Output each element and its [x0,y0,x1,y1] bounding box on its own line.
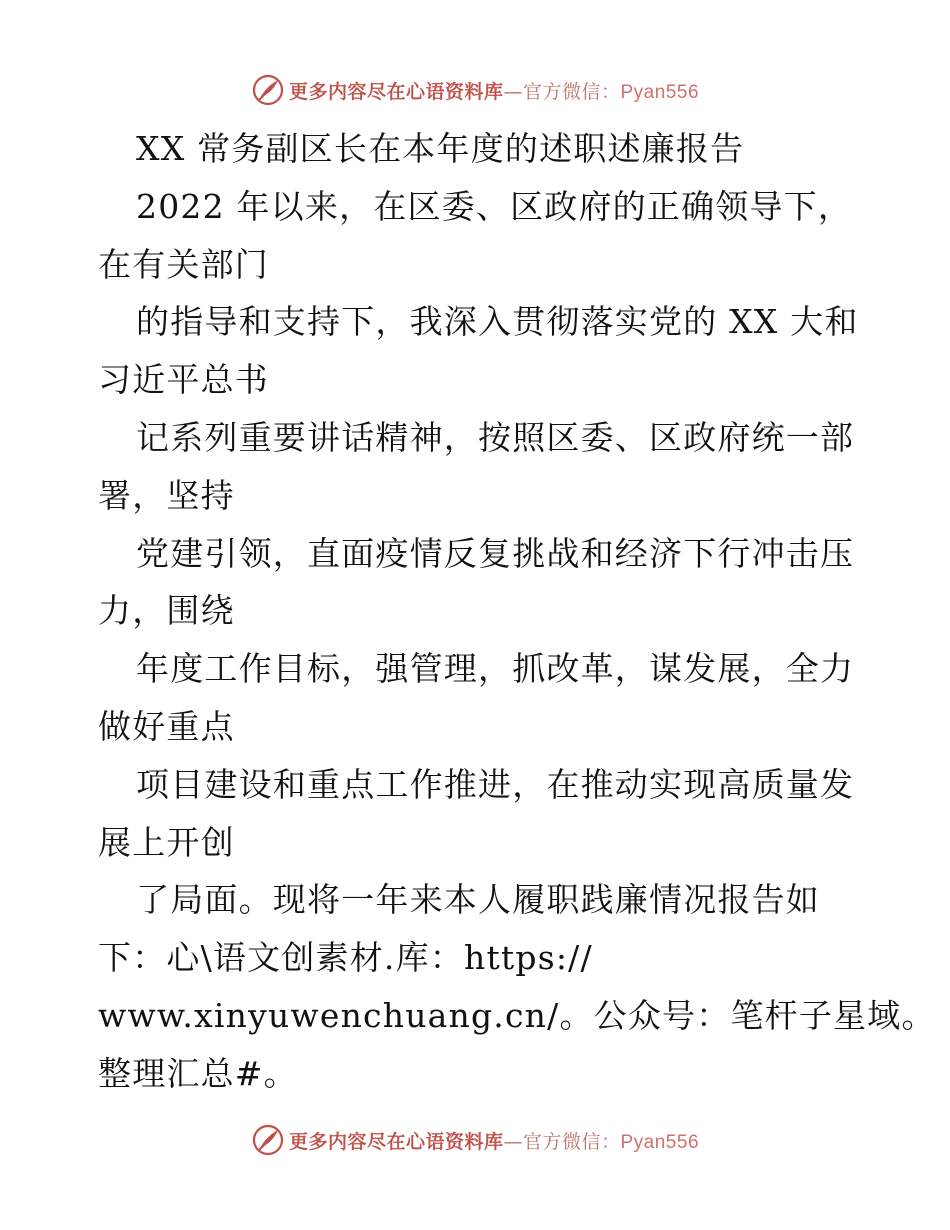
quill-logo-icon [251,73,285,107]
paragraph-line: 的指导和支持下，我深入贯彻落实党的 XX 大和 [136,302,859,342]
paragraph-line: 项目建设和重点工作推进，在推动实现高质量发 [136,764,855,804]
paragraph-line: 年度工作目标，强管理，抓改革，谋发展，全力 [136,649,855,689]
document-title: XX 常务副区长在本年度的述职述廉报告 [136,129,745,168]
paragraph-line: 展上开创 [98,822,235,862]
paragraph-line: 2022 年以来，在区委、区政府的正确领导下， [136,186,853,226]
quill-logo-icon [251,1123,285,1157]
paragraph-line: 了局面。现将一年来本人履职践廉情况报告如 [136,880,820,920]
document-body [98,120,936,1103]
paragraph-line: www.xinyuwenchuang.cn/。公众号：笔杆子星域。 [98,995,936,1035]
paragraph-line: 下：心\语文创素材.库：https:// [98,938,593,978]
paragraph-line: 力，围绕 [98,591,235,631]
watermark-text [289,77,699,104]
header-watermark-banner [0,70,950,110]
wechat-id: Pyan556 [620,1131,700,1153]
paragraph-line: 记系列重要讲话精神，按照区委、区政府统一部 [136,417,855,457]
paragraph-line: 署，坚持 [98,475,235,515]
footer-watermark-banner [0,1120,950,1160]
separator-dash: — [503,80,523,103]
site-name: 更多内容尽在心语资料库 [288,1130,504,1153]
separator-dash: — [503,1130,523,1153]
site-name: 更多内容尽在心语资料库 [288,80,504,103]
paragraph-line: 党建引领，直面疫情反复挑战和经济下行冲击压 [136,533,855,573]
wechat-label: 官方微信： [522,1130,621,1153]
wechat-label: 官方微信： [522,80,621,103]
paragraph-line: 整理汇总#。 [98,1053,298,1093]
wechat-id: Pyan556 [620,81,700,103]
paragraph-line: 做好重点 [98,706,235,746]
paragraph-line: 习近平总书 [98,360,269,400]
watermark-text [289,1127,699,1154]
paragraph-line: 在有关部门 [98,244,269,284]
